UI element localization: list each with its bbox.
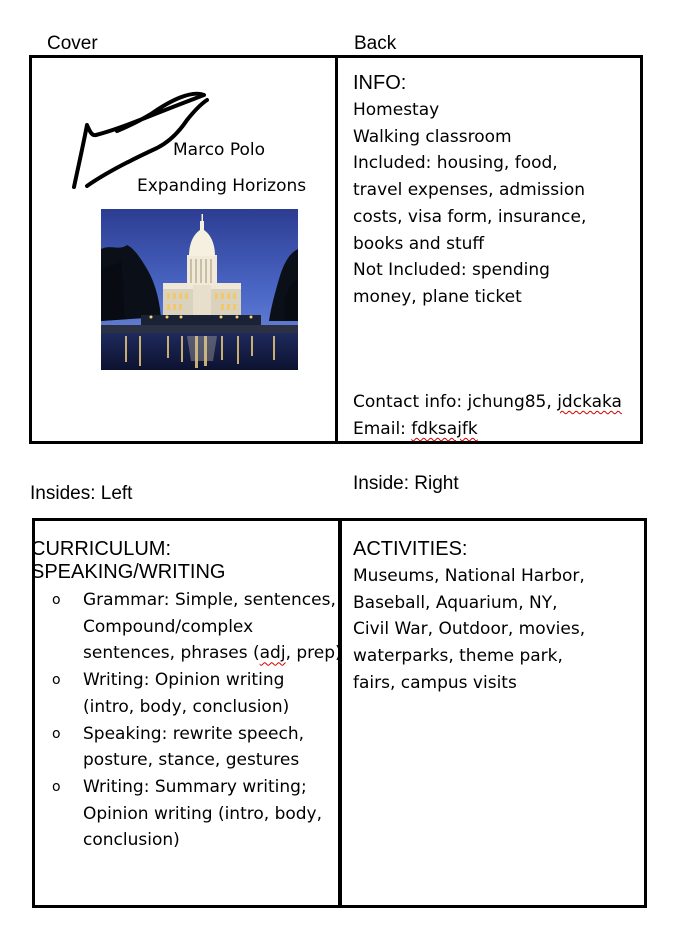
email-info: Email: fdksajfk bbox=[353, 419, 478, 439]
info-line: Walking classroom bbox=[353, 126, 512, 147]
curriculum-list bbox=[31, 587, 361, 854]
curriculum-subheading: SPEAKING/WRITING bbox=[31, 561, 226, 583]
cover-label: Cover bbox=[47, 33, 98, 54]
bullet-circle-icon: o bbox=[52, 592, 61, 608]
list-item: o Speaking: rewrite speech, posture, stance, gestures bbox=[31, 721, 361, 774]
bullet-circle-icon: o bbox=[52, 778, 61, 795]
activities-heading: ACTIVITIES: bbox=[353, 538, 468, 560]
info-heading: INFO: bbox=[353, 72, 407, 94]
info-line: money, plane ticket bbox=[353, 286, 522, 307]
cover-subtitle: Expanding Horizons bbox=[137, 176, 307, 196]
insides-left-label: Insides: Left bbox=[30, 483, 133, 504]
info-line: travel expenses, admission bbox=[353, 180, 586, 201]
activities-line: Civil War, Outdoor, movies, bbox=[353, 619, 586, 640]
list-item: o Writing: Opinion writing (intro, body, conclusion) bbox=[31, 667, 361, 720]
curriculum-heading: CURRICULUM: bbox=[31, 538, 171, 560]
contact-info: Contact info: jchung85, jdckaka bbox=[353, 392, 622, 412]
info-line: books and stuff bbox=[353, 233, 485, 254]
info-line: Included: housing, food, bbox=[353, 153, 558, 174]
activities-line: Baseball, Aquarium, NY, bbox=[353, 592, 558, 613]
info-line: Not Included: spending bbox=[353, 260, 550, 281]
cover-title: Marco Polo bbox=[173, 140, 266, 160]
email-value: fdksajfk bbox=[411, 419, 478, 439]
list-item: o Writing: Summary writing; Opinion writing (intro, body, conclusion) bbox=[31, 774, 361, 854]
bullet-circle-icon: o bbox=[52, 725, 61, 742]
list-item: o Grammar: Simple, sentences, Compound/complex sentences, phrases (adj, prep) bbox=[31, 587, 361, 667]
contact-handle: jdckaka bbox=[557, 392, 622, 412]
activities-line: fairs, campus visits bbox=[353, 672, 517, 693]
info-line: Homestay bbox=[353, 100, 440, 120]
activities-line: Museums, National Harbor, bbox=[353, 566, 585, 586]
activities-line: waterparks, theme park, bbox=[353, 646, 563, 667]
back-label: Back bbox=[354, 33, 397, 54]
capitol-photo-icon bbox=[101, 209, 298, 370]
bullet-circle-icon: o bbox=[52, 672, 61, 689]
inside-right-label: Inside: Right bbox=[353, 473, 459, 494]
info-line: costs, visa form, insurance, bbox=[353, 206, 587, 227]
adj-word: adj bbox=[259, 643, 286, 664]
